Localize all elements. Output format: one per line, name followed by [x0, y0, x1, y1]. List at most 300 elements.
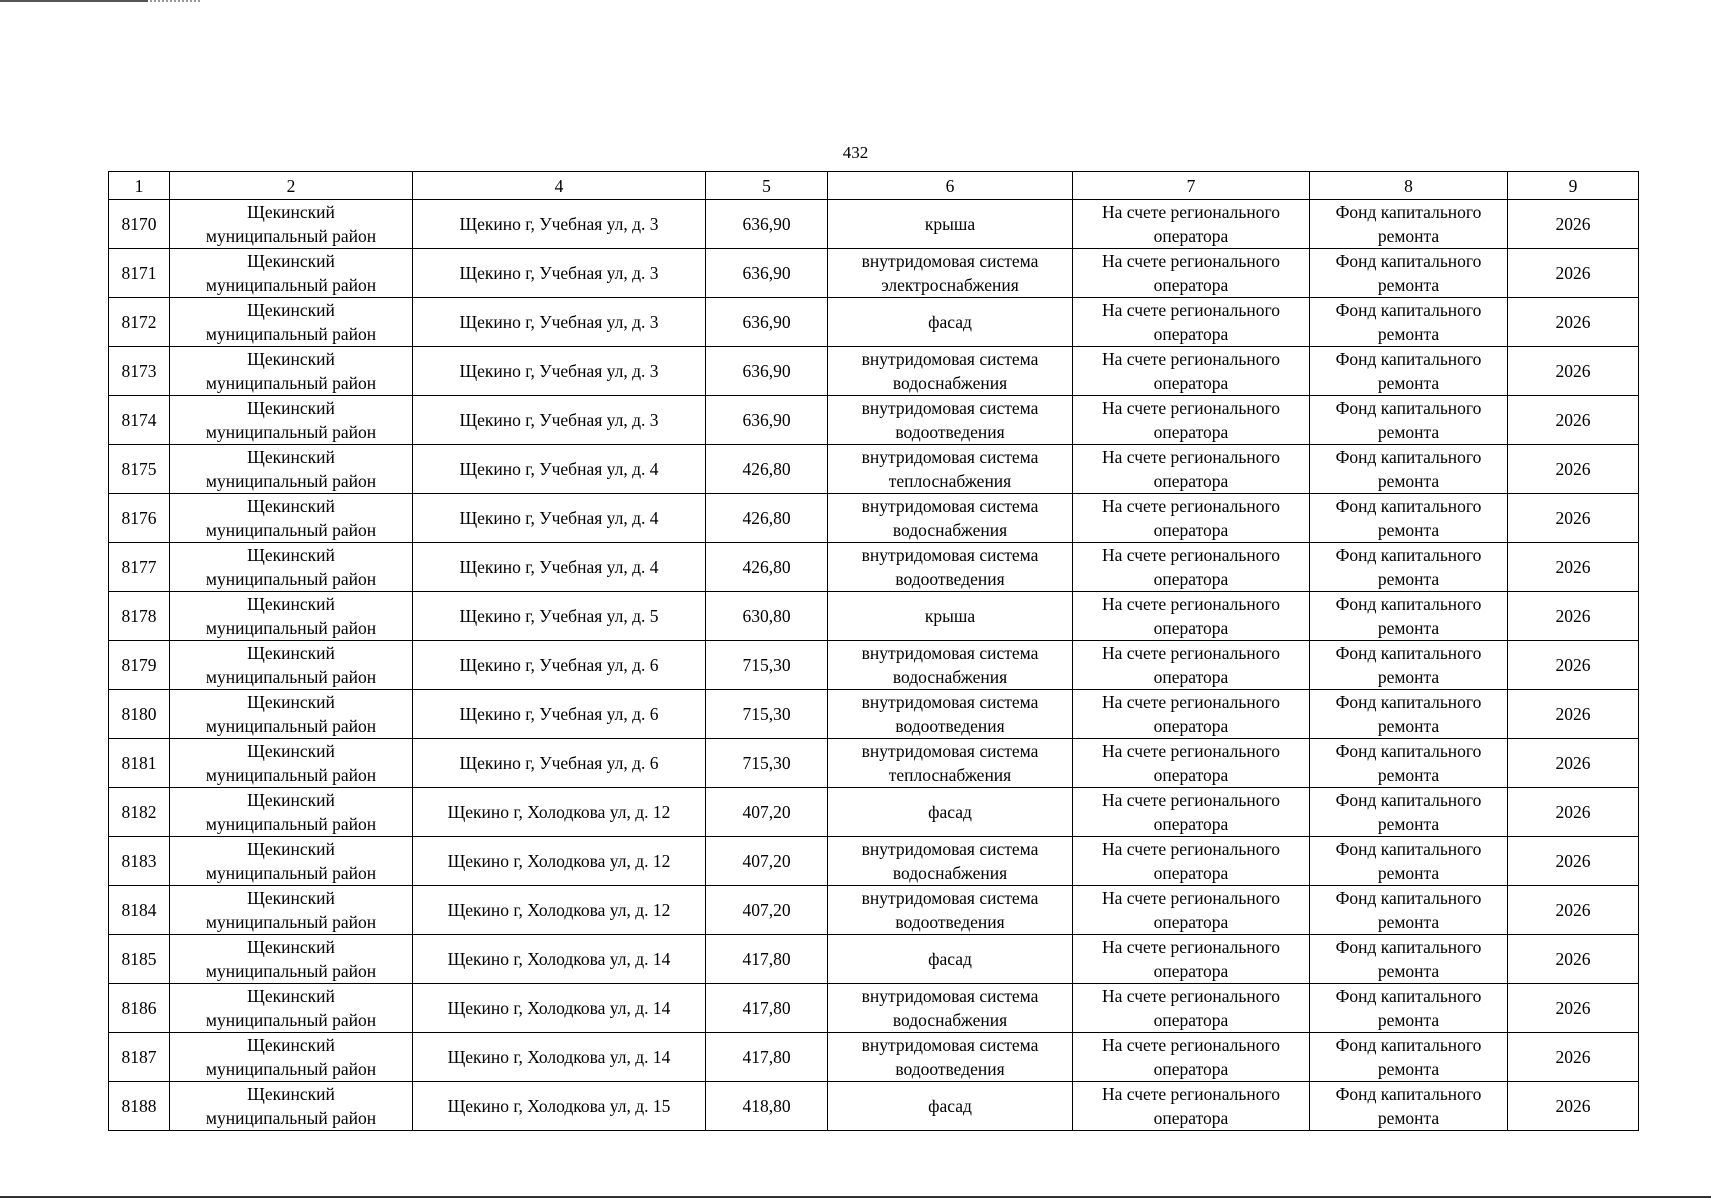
area-cell: 417,80: [706, 935, 828, 984]
planned-year-cell: 2026: [1508, 396, 1639, 445]
column-number: 9: [1508, 172, 1639, 200]
planned-year-cell: 2026: [1508, 445, 1639, 494]
fund-account-cell-line: оператора: [1153, 667, 1229, 687]
planned-year-cell: 2026: [1508, 543, 1639, 592]
district-cell-line: Щекинский: [247, 741, 335, 761]
structural-element-cell: [828, 690, 1073, 739]
fund-account-cell: [1073, 543, 1310, 592]
address-cell: Щекино г, Учебная ул, д. 6: [413, 641, 706, 690]
district-cell: [170, 494, 413, 543]
planned-year-cell: 2026: [1508, 690, 1639, 739]
fund-account-cell: [1073, 298, 1310, 347]
fund-account-cell-line: оператора: [1153, 618, 1229, 638]
district-cell: [170, 788, 413, 837]
structural-element-cell-line: теплоснабжения: [888, 765, 1012, 785]
fund-account-cell: [1073, 347, 1310, 396]
structural-element-cell-line: водоснабжения: [892, 520, 1008, 540]
fund-account-cell: [1073, 935, 1310, 984]
structural-element-cell-line: электроснабжения: [881, 275, 1019, 295]
funding-source-cell: [1310, 690, 1508, 739]
structural-element-cell-line: внутридомовая система: [861, 349, 1039, 369]
page-number: 432: [842, 143, 869, 162]
funding-source-cell-line: Фонд капитального: [1335, 1035, 1482, 1055]
planned-year-cell: 2026: [1508, 494, 1639, 543]
fund-account-cell-line: оператора: [1153, 814, 1229, 834]
fund-account-cell: [1073, 984, 1310, 1033]
district-cell-line: Щекинский: [247, 790, 335, 810]
fund-account-cell: [1073, 837, 1310, 886]
structural-element-cell-line: водоотведения: [895, 716, 1005, 736]
funding-source-cell-line: ремонта: [1377, 275, 1440, 295]
table-row: [109, 1082, 1639, 1131]
fund-account-cell-line: оператора: [1153, 912, 1229, 932]
district-cell: [170, 249, 413, 298]
row-number-cell: 8182: [109, 788, 170, 837]
row-number-cell: 8186: [109, 984, 170, 1033]
funding-source-cell: [1310, 445, 1508, 494]
column-number: 8: [1310, 172, 1508, 200]
district-cell: [170, 298, 413, 347]
district-cell-line: муниципальный район: [205, 226, 377, 246]
funding-source-cell-line: Фонд капитального: [1335, 545, 1482, 565]
address-cell: Щекино г, Холодкова ул, д. 12: [413, 788, 706, 837]
funding-source-cell-line: ремонта: [1377, 226, 1440, 246]
funding-source-cell-line: Фонд капитального: [1335, 594, 1482, 614]
fund-account-cell-line: оператора: [1153, 471, 1229, 491]
row-number-cell: 8179: [109, 641, 170, 690]
top-scan-rule: [0, 0, 148, 2]
area-cell: 417,80: [706, 984, 828, 1033]
planned-year-cell: 2026: [1508, 200, 1639, 249]
funding-source-cell: [1310, 347, 1508, 396]
planned-year-cell: 2026: [1508, 347, 1639, 396]
funding-source-cell-line: ремонта: [1377, 618, 1440, 638]
district-cell-line: Щекинский: [247, 300, 335, 320]
planned-year-cell: 2026: [1508, 1082, 1639, 1131]
address-cell: Щекино г, Холодкова ул, д. 12: [413, 886, 706, 935]
funding-source-cell-line: ремонта: [1377, 765, 1440, 785]
funding-source-cell-line: ремонта: [1377, 1010, 1440, 1030]
row-number-cell: 8177: [109, 543, 170, 592]
area-cell: 636,90: [706, 347, 828, 396]
row-number-cell: 8170: [109, 200, 170, 249]
fund-account-cell-line: На счете регионального: [1102, 839, 1280, 859]
table-row: [109, 298, 1639, 347]
district-cell-line: Щекинский: [247, 937, 335, 957]
funding-source-cell-line: ремонта: [1377, 569, 1440, 589]
row-number-cell: 8188: [109, 1082, 170, 1131]
structural-element-cell-line: внутридомовая система: [861, 888, 1039, 908]
table-row: [109, 494, 1639, 543]
structural-element-cell-line: фасад: [928, 1096, 972, 1116]
table-row: [109, 1033, 1639, 1082]
address-cell: Щекино г, Учебная ул, д. 6: [413, 690, 706, 739]
area-cell: 636,90: [706, 249, 828, 298]
area-cell: 636,90: [706, 200, 828, 249]
area-cell: 426,80: [706, 494, 828, 543]
district-cell: [170, 347, 413, 396]
funding-source-cell: [1310, 543, 1508, 592]
fund-account-cell: [1073, 886, 1310, 935]
row-number-cell: 8173: [109, 347, 170, 396]
structural-element-cell: [828, 984, 1073, 1033]
fund-account-cell-line: На счете регионального: [1102, 398, 1280, 418]
fund-account-cell-line: оператора: [1153, 961, 1229, 981]
row-number-cell: 8172: [109, 298, 170, 347]
fund-account-cell-line: На счете регионального: [1102, 251, 1280, 271]
table-row: [109, 984, 1639, 1033]
district-cell-line: муниципальный район: [205, 373, 377, 393]
district-cell-line: Щекинский: [247, 692, 335, 712]
fund-account-cell: [1073, 739, 1310, 788]
area-cell: 636,90: [706, 396, 828, 445]
table-row: [109, 690, 1639, 739]
district-cell-line: Щекинский: [247, 643, 335, 663]
fund-account-cell-line: оператора: [1153, 765, 1229, 785]
funding-source-cell-line: Фонд капитального: [1335, 937, 1482, 957]
district-cell: [170, 641, 413, 690]
address-cell: Щекино г, Учебная ул, д. 4: [413, 494, 706, 543]
structural-element-cell: [828, 249, 1073, 298]
funding-source-cell-line: ремонта: [1377, 961, 1440, 981]
fund-account-cell-line: оператора: [1153, 716, 1229, 736]
structural-element-cell: [828, 788, 1073, 837]
table-row: [109, 347, 1639, 396]
funding-source-cell: [1310, 396, 1508, 445]
area-cell: 715,30: [706, 739, 828, 788]
district-cell: [170, 445, 413, 494]
column-number: 7: [1073, 172, 1310, 200]
district-cell-line: Щекинский: [247, 496, 335, 516]
funding-source-cell-line: ремонта: [1377, 716, 1440, 736]
fund-account-cell: [1073, 788, 1310, 837]
structural-element-cell-line: водоотведения: [895, 422, 1005, 442]
district-cell-line: Щекинский: [247, 986, 335, 1006]
structural-element-cell-line: водоотведения: [895, 912, 1005, 932]
structural-element-cell: [828, 641, 1073, 690]
district-cell-line: муниципальный район: [205, 1010, 377, 1030]
table-row: [109, 935, 1639, 984]
row-number-cell: 8178: [109, 592, 170, 641]
district-cell-line: Щекинский: [247, 251, 335, 271]
fund-account-cell-line: На счете регионального: [1102, 1035, 1280, 1055]
address-cell: Щекино г, Холодкова ул, д. 12: [413, 837, 706, 886]
funding-source-cell-line: Фонд капитального: [1335, 202, 1482, 222]
structural-element-cell-line: внутридомовая система: [861, 496, 1039, 516]
row-number-cell: 8181: [109, 739, 170, 788]
address-cell: Щекино г, Учебная ул, д. 3: [413, 200, 706, 249]
fund-account-cell: [1073, 445, 1310, 494]
area-cell: 407,20: [706, 886, 828, 935]
planned-year-cell: 2026: [1508, 249, 1639, 298]
funding-source-cell-line: Фонд капитального: [1335, 839, 1482, 859]
funding-source-cell: [1310, 298, 1508, 347]
district-cell-line: Щекинский: [247, 839, 335, 859]
table-row: [109, 200, 1639, 249]
top-scan-rule-dots: [150, 0, 200, 2]
district-cell-line: муниципальный район: [205, 471, 377, 491]
funding-source-cell-line: Фонд капитального: [1335, 888, 1482, 908]
fund-account-cell-line: оператора: [1153, 324, 1229, 344]
fund-account-cell-line: На счете регионального: [1102, 545, 1280, 565]
address-cell: Щекино г, Холодкова ул, д. 14: [413, 935, 706, 984]
structural-element-cell: [828, 396, 1073, 445]
funding-source-cell-line: ремонта: [1377, 373, 1440, 393]
funding-source-cell-line: ремонта: [1377, 863, 1440, 883]
structural-element-cell-line: теплоснабжения: [888, 471, 1012, 491]
funding-source-cell-line: ремонта: [1377, 1108, 1440, 1128]
funding-source-cell: [1310, 249, 1508, 298]
row-number-cell: 8175: [109, 445, 170, 494]
funding-source-cell: [1310, 592, 1508, 641]
funding-source-cell-line: Фонд капитального: [1335, 643, 1482, 663]
area-cell: 715,30: [706, 690, 828, 739]
area-cell: 426,80: [706, 543, 828, 592]
fund-account-cell-line: На счете регионального: [1102, 643, 1280, 663]
row-number-cell: 8171: [109, 249, 170, 298]
fund-account-cell-line: На счете регионального: [1102, 937, 1280, 957]
area-cell: 715,30: [706, 641, 828, 690]
funding-source-cell-line: Фонд капитального: [1335, 300, 1482, 320]
structural-element-cell: [828, 200, 1073, 249]
structural-element-cell-line: внутридомовая система: [861, 545, 1039, 565]
funding-source-cell-line: Фонд капитального: [1335, 986, 1482, 1006]
row-number-cell: 8176: [109, 494, 170, 543]
column-number-row: [109, 172, 1639, 200]
funding-source-cell-line: Фонд капитального: [1335, 398, 1482, 418]
funding-source-cell-line: ремонта: [1377, 1059, 1440, 1079]
planned-year-cell: 2026: [1508, 788, 1639, 837]
funding-source-cell-line: Фонд капитального: [1335, 349, 1482, 369]
table-row: [109, 641, 1639, 690]
address-cell: Щекино г, Учебная ул, д. 3: [413, 298, 706, 347]
funding-source-cell: [1310, 200, 1508, 249]
funding-source-cell-line: ремонта: [1377, 814, 1440, 834]
structural-element-cell-line: водоснабжения: [892, 1010, 1008, 1030]
structural-element-cell-line: водоснабжения: [892, 863, 1008, 883]
fund-account-cell-line: На счете регионального: [1102, 790, 1280, 810]
structural-element-cell: [828, 837, 1073, 886]
fund-account-cell: [1073, 494, 1310, 543]
row-number-cell: 8174: [109, 396, 170, 445]
district-cell-line: муниципальный район: [205, 863, 377, 883]
funding-source-cell: [1310, 641, 1508, 690]
fund-account-cell: [1073, 249, 1310, 298]
district-cell: [170, 396, 413, 445]
district-cell: [170, 690, 413, 739]
district-cell: [170, 739, 413, 788]
area-cell: 407,20: [706, 837, 828, 886]
area-cell: 417,80: [706, 1033, 828, 1082]
fund-account-cell-line: На счете регионального: [1102, 349, 1280, 369]
table-body: [109, 172, 1639, 1131]
structural-element-cell-line: фасад: [928, 802, 972, 822]
district-cell-line: муниципальный район: [205, 912, 377, 932]
fund-account-cell-line: На счете регионального: [1102, 300, 1280, 320]
district-cell: [170, 886, 413, 935]
area-cell: 630,80: [706, 592, 828, 641]
funding-source-cell-line: Фонд капитального: [1335, 496, 1482, 516]
structural-element-cell: [828, 445, 1073, 494]
structural-element-cell-line: водоотведения: [895, 569, 1005, 589]
funding-source-cell-line: ремонта: [1377, 422, 1440, 442]
column-number: 2: [170, 172, 413, 200]
fund-account-cell-line: оператора: [1153, 1059, 1229, 1079]
fund-account-cell-line: На счете регионального: [1102, 202, 1280, 222]
funding-source-cell-line: Фонд капитального: [1335, 741, 1482, 761]
funding-source-cell-line: Фонд капитального: [1335, 251, 1482, 271]
district-cell-line: Щекинский: [247, 1035, 335, 1055]
area-cell: 426,80: [706, 445, 828, 494]
table-row: [109, 837, 1639, 886]
district-cell-line: Щекинский: [247, 1084, 335, 1104]
fund-account-cell-line: На счете регионального: [1102, 692, 1280, 712]
row-number-cell: 8183: [109, 837, 170, 886]
area-cell: 407,20: [706, 788, 828, 837]
district-cell: [170, 984, 413, 1033]
district-cell-line: Щекинский: [247, 594, 335, 614]
table-row: [109, 445, 1639, 494]
district-cell-line: муниципальный район: [205, 618, 377, 638]
structural-element-cell-line: внутридомовая система: [861, 1035, 1039, 1055]
district-cell: [170, 935, 413, 984]
funding-source-cell-line: ремонта: [1377, 471, 1440, 491]
fund-account-cell-line: На счете регионального: [1102, 888, 1280, 908]
funding-source-cell: [1310, 984, 1508, 1033]
structural-element-cell: [828, 592, 1073, 641]
fund-account-cell-line: оператора: [1153, 226, 1229, 246]
structural-element-cell-line: внутридомовая система: [861, 643, 1039, 663]
address-cell: Щекино г, Учебная ул, д. 6: [413, 739, 706, 788]
structural-element-cell: [828, 1082, 1073, 1131]
fund-account-cell-line: оператора: [1153, 863, 1229, 883]
table-row: [109, 886, 1639, 935]
column-number: 1: [109, 172, 170, 200]
fund-account-cell: [1073, 641, 1310, 690]
column-number: 5: [706, 172, 828, 200]
district-cell-line: Щекинский: [247, 349, 335, 369]
fund-account-cell-line: На счете регионального: [1102, 496, 1280, 516]
funding-source-cell-line: ремонта: [1377, 520, 1440, 540]
table-row: [109, 739, 1639, 788]
district-cell: [170, 1033, 413, 1082]
structural-element-cell-line: водоснабжения: [892, 373, 1008, 393]
fund-account-cell: [1073, 396, 1310, 445]
fund-account-cell-line: На счете регионального: [1102, 986, 1280, 1006]
planned-year-cell: 2026: [1508, 1033, 1639, 1082]
address-cell: Щекино г, Учебная ул, д. 3: [413, 249, 706, 298]
bottom-scan-rule: [0, 1196, 1711, 1198]
district-cell: [170, 200, 413, 249]
fund-account-cell-line: оператора: [1153, 275, 1229, 295]
district-cell-line: Щекинский: [247, 202, 335, 222]
funding-source-cell: [1310, 1082, 1508, 1131]
funding-source-cell-line: ремонта: [1377, 912, 1440, 932]
planned-year-cell: 2026: [1508, 298, 1639, 347]
structural-element-cell-line: внутридомовая система: [861, 447, 1039, 467]
address-cell: Щекино г, Учебная ул, д. 3: [413, 347, 706, 396]
funding-source-cell-line: ремонта: [1377, 667, 1440, 687]
row-number-cell: 8184: [109, 886, 170, 935]
district-cell: [170, 1082, 413, 1131]
planned-year-cell: 2026: [1508, 886, 1639, 935]
funding-source-cell: [1310, 494, 1508, 543]
structural-element-cell-line: внутридомовая система: [861, 986, 1039, 1006]
district-cell-line: муниципальный район: [205, 961, 377, 981]
structural-element-cell: [828, 298, 1073, 347]
funding-source-cell-line: Фонд капитального: [1335, 447, 1482, 467]
fund-account-cell-line: оператора: [1153, 373, 1229, 393]
planned-year-cell: 2026: [1508, 592, 1639, 641]
funding-source-cell: [1310, 935, 1508, 984]
fund-account-cell: [1073, 1033, 1310, 1082]
district-cell-line: муниципальный район: [205, 422, 377, 442]
district-cell-line: Щекинский: [247, 888, 335, 908]
planned-year-cell: 2026: [1508, 984, 1639, 1033]
funding-source-cell-line: Фонд капитального: [1335, 692, 1482, 712]
structural-element-cell-line: фасад: [928, 312, 972, 332]
address-cell: Щекино г, Учебная ул, д. 4: [413, 445, 706, 494]
structural-element-cell-line: крыша: [924, 214, 976, 234]
address-cell: Щекино г, Холодкова ул, д. 14: [413, 1033, 706, 1082]
structural-element-cell-line: внутридомовая система: [861, 251, 1039, 271]
fund-account-cell-line: оператора: [1153, 422, 1229, 442]
table-row: [109, 543, 1639, 592]
structural-element-cell: [828, 1033, 1073, 1082]
funding-source-cell: [1310, 788, 1508, 837]
structural-element-cell-line: водоснабжения: [892, 667, 1008, 687]
structural-element-cell-line: внутридомовая система: [861, 398, 1039, 418]
table-row: [109, 592, 1639, 641]
planned-year-cell: 2026: [1508, 837, 1639, 886]
structural-element-cell: [828, 739, 1073, 788]
structural-element-cell-line: крыша: [924, 606, 976, 626]
area-cell: 418,80: [706, 1082, 828, 1131]
table-row: [109, 249, 1639, 298]
district-cell-line: муниципальный район: [205, 275, 377, 295]
district-cell-line: муниципальный район: [205, 1059, 377, 1079]
district-cell-line: муниципальный район: [205, 716, 377, 736]
column-number: 6: [828, 172, 1073, 200]
fund-account-cell-line: оператора: [1153, 569, 1229, 589]
fund-account-cell-line: оператора: [1153, 1010, 1229, 1030]
capital-repair-table: [108, 171, 1639, 1131]
district-cell-line: Щекинский: [247, 398, 335, 418]
funding-source-cell-line: Фонд капитального: [1335, 1084, 1482, 1104]
table-row: [109, 396, 1639, 445]
district-cell-line: муниципальный район: [205, 765, 377, 785]
row-number-cell: 8180: [109, 690, 170, 739]
row-number-cell: 8185: [109, 935, 170, 984]
district-cell: [170, 543, 413, 592]
district-cell-line: Щекинский: [247, 447, 335, 467]
district-cell-line: муниципальный район: [205, 1108, 377, 1128]
planned-year-cell: 2026: [1508, 739, 1639, 788]
fund-account-cell-line: На счете регионального: [1102, 741, 1280, 761]
fund-account-cell-line: На счете регионального: [1102, 447, 1280, 467]
structural-element-cell: [828, 886, 1073, 935]
address-cell: Щекино г, Учебная ул, д. 3: [413, 396, 706, 445]
fund-account-cell: [1073, 690, 1310, 739]
fund-account-cell-line: На счете регионального: [1102, 594, 1280, 614]
structural-element-cell: [828, 494, 1073, 543]
fund-account-cell-line: На счете регионального: [1102, 1084, 1280, 1104]
district-cell-line: муниципальный район: [205, 324, 377, 344]
address-cell: Щекино г, Холодкова ул, д. 14: [413, 984, 706, 1033]
district-cell-line: Щекинский: [247, 545, 335, 565]
funding-source-cell-line: ремонта: [1377, 324, 1440, 344]
fund-account-cell-line: оператора: [1153, 520, 1229, 540]
